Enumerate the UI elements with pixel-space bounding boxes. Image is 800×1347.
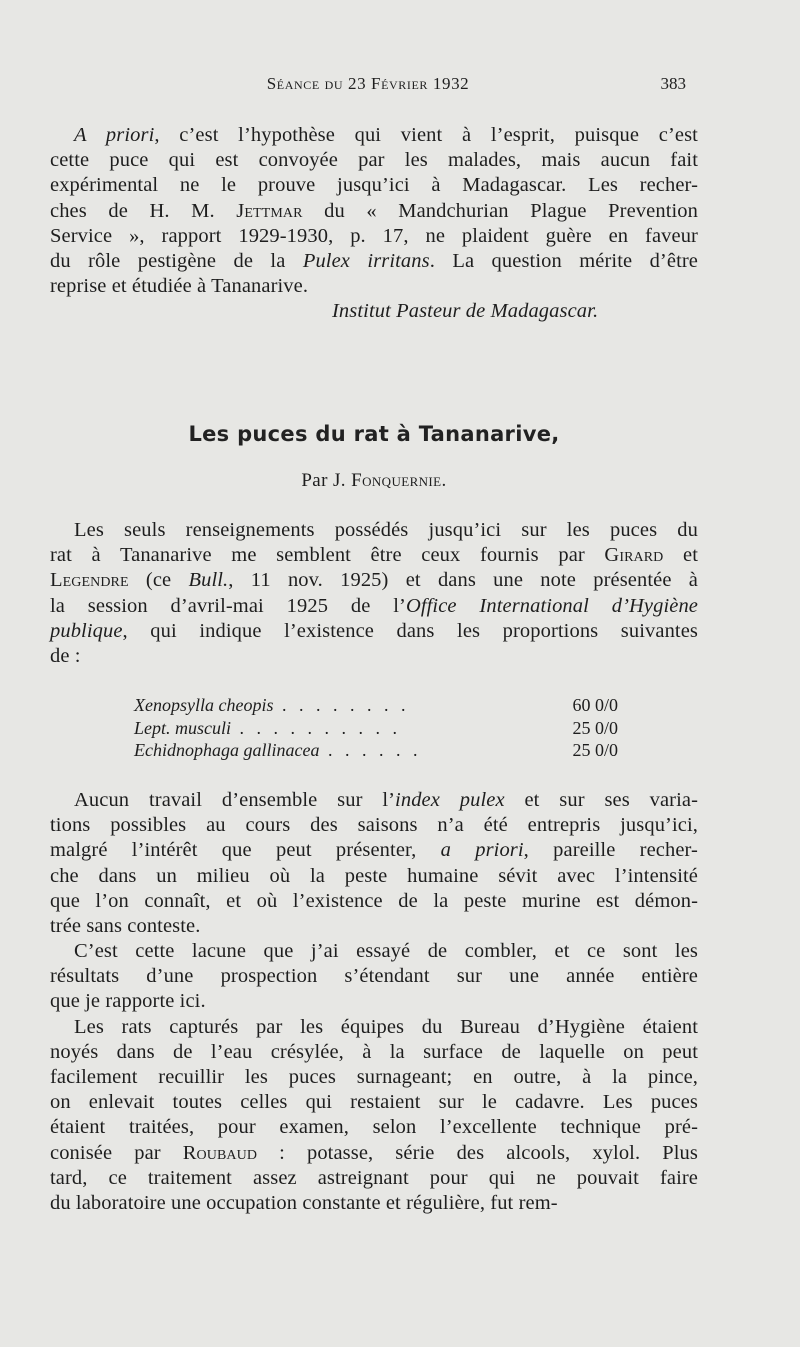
text-segment: publique xyxy=(50,619,123,642)
text-segment: Bull. xyxy=(188,569,229,592)
text-line xyxy=(50,939,698,964)
species-row xyxy=(134,717,618,740)
text-segment: A priori xyxy=(74,124,155,146)
text-segment: conisée par xyxy=(50,1141,183,1164)
text-segment: . La question mérite d’être xyxy=(429,249,698,272)
text-segment: Jettmar xyxy=(236,199,303,222)
text-segment: , qui indique l’existence dans les proportions suivantes xyxy=(122,619,698,642)
text-segment: Service », rapport 1929-1930, p. 17, ne plaident guère en faveur xyxy=(50,224,698,247)
text-line xyxy=(50,199,698,224)
leader-dots: . . . . . . . . . . xyxy=(231,717,401,738)
text-line xyxy=(50,173,698,198)
institute-signature: Institut Pasteur de Madagascar. xyxy=(332,300,599,322)
text-line xyxy=(50,838,698,863)
text-segment: noyés dans de l’eau crésylée, à la surface de laquelle on peut xyxy=(50,1040,698,1063)
paragraph-3 xyxy=(50,939,698,1015)
text-segment: (ce xyxy=(128,569,189,592)
text-segment: che dans un milieu où la peste humaine sévit avec l’intensité xyxy=(50,864,698,887)
running-header-title: Séance du 23 Février 1932 xyxy=(266,74,470,93)
species-name: Echidnophaga gallinacea xyxy=(134,740,320,760)
leader-dots: . . . . . . xyxy=(319,740,422,760)
text-segment: , 11 nov. 1925) et dans une note présentée à xyxy=(228,569,698,592)
species-name: Xenopsylla cheopis xyxy=(134,695,274,715)
text-segment: tard, ce traitement assez astreignant pour qui ne pouvait faire xyxy=(50,1166,698,1189)
paragraph-4 xyxy=(50,1015,698,1217)
text-segment: C’est cette lacune que j’ai essayé de combler, et ce sont les xyxy=(74,940,698,962)
species-percentage: 25 0/0 xyxy=(572,740,618,760)
text-segment: malgré l’intérêt que peut présenter, xyxy=(50,839,441,862)
species-table xyxy=(134,694,618,762)
text-line xyxy=(50,1191,698,1216)
text-segment: Office International d’Hygiène xyxy=(405,594,698,617)
running-header xyxy=(50,74,686,100)
species-row xyxy=(134,694,618,717)
text-line xyxy=(50,543,698,568)
article-title: Les puces du rat à Tananarive, xyxy=(188,422,560,446)
text-segment: reprise et étudiée à Tananarive. xyxy=(50,275,309,298)
species-percentage: 25 0/0 xyxy=(572,717,618,738)
text-segment: , c’est l’hypothèse qui vient à l’esprit, puisque c’est xyxy=(154,124,698,146)
text-line xyxy=(50,788,698,813)
text-segment: et sur ses varia- xyxy=(504,789,699,811)
intro-paragraph xyxy=(50,123,698,299)
text-line xyxy=(50,813,698,838)
text-segment: Aucun travail d’ensemble sur l’ xyxy=(74,789,396,811)
text-line xyxy=(50,518,698,543)
text-line xyxy=(50,1065,698,1090)
text-line xyxy=(50,249,698,274)
text-segment: : potasse, série des alcools, xylol. Plus xyxy=(257,1141,698,1164)
text-segment: Legendre xyxy=(50,569,129,592)
species-name: Lept. musculi xyxy=(134,717,231,738)
text-segment: rat à Tananarive me semblent être ceux fournis par xyxy=(50,544,605,567)
text-segment: du laboratoire une occupation constante et régulière, fut rem- xyxy=(50,1191,558,1214)
text-segment: expérimental ne le prouve jusqu’ici à Madagascar. Les recher- xyxy=(50,174,698,197)
text-line xyxy=(50,594,698,619)
text-line xyxy=(50,889,698,914)
institute-signature-block xyxy=(50,299,698,324)
leader-dots: . . . . . . . . xyxy=(273,695,410,715)
text-segment: Les seuls renseignements possédés jusqu’ici sur les puces du xyxy=(74,519,698,541)
text-line xyxy=(50,914,698,939)
text-line xyxy=(50,148,698,173)
page-number: 383 xyxy=(660,74,686,93)
text-segment: on enlevait toutes celles qui restaient sur le cadavre. Les puces xyxy=(50,1091,698,1114)
text-line xyxy=(50,568,698,593)
text-segment: Les rats capturés par les équipes du Bureau d’Hygiène étaient xyxy=(74,1015,698,1038)
text-segment: étaient traitées, pour examen, selon l’excellente technique pré- xyxy=(50,1116,698,1139)
text-segment: tions possibles au cours des saisons n’a été entrepris jusqu’ici, xyxy=(50,814,698,837)
text-segment: a priori xyxy=(440,839,524,862)
text-line xyxy=(50,989,698,1014)
byline-prefix: Par J. xyxy=(301,470,352,491)
text-segment: du « Mandchurian Plague Prevention xyxy=(302,199,698,222)
text-line xyxy=(50,1015,698,1040)
text-line xyxy=(50,1115,698,1140)
text-line xyxy=(50,964,698,989)
text-line xyxy=(50,644,698,669)
text-segment: Girard xyxy=(604,544,664,567)
text-segment: ches de H. M. xyxy=(50,199,237,222)
text-segment: et xyxy=(663,544,698,567)
text-line xyxy=(50,224,698,249)
text-segment: Roubaud xyxy=(182,1141,258,1164)
text-line xyxy=(50,123,698,148)
text-line xyxy=(50,1141,698,1166)
text-segment: résultats d’une prospection s’étendant sur une année entière xyxy=(50,965,698,988)
text-segment: trée sans conteste. xyxy=(50,914,201,937)
byline xyxy=(50,470,698,492)
text-line xyxy=(50,1166,698,1191)
species-row xyxy=(134,739,618,762)
paragraph-2 xyxy=(50,788,698,939)
text-segment: que je rapporte ici. xyxy=(50,990,206,1013)
text-line xyxy=(50,619,698,644)
text-segment: index pulex xyxy=(395,789,505,811)
paragraph-1 xyxy=(50,518,698,669)
species-percentage: 60 0/0 xyxy=(572,695,618,715)
text-segment: la session d’avril-mai 1925 de l’ xyxy=(50,594,406,617)
text-segment: cette puce qui est convoyée par les malades, mais aucun fait xyxy=(50,149,698,172)
text-segment: Pulex irritans xyxy=(302,249,430,272)
text-line xyxy=(50,864,698,889)
text-segment: de : xyxy=(50,644,81,667)
text-segment: du rôle pestigène de la xyxy=(50,249,303,272)
text-segment: , pareille recher- xyxy=(523,839,698,862)
text-line xyxy=(50,1040,698,1065)
byline-author: Fonquernie. xyxy=(351,470,447,491)
text-segment: que l’on connaît, et où l’existence de la peste murine est démon- xyxy=(50,889,698,912)
text-line xyxy=(50,274,698,299)
text-line xyxy=(50,1090,698,1115)
text-segment: facilement recuillir les puces surnageant; en outre, à la pince, xyxy=(50,1065,698,1088)
